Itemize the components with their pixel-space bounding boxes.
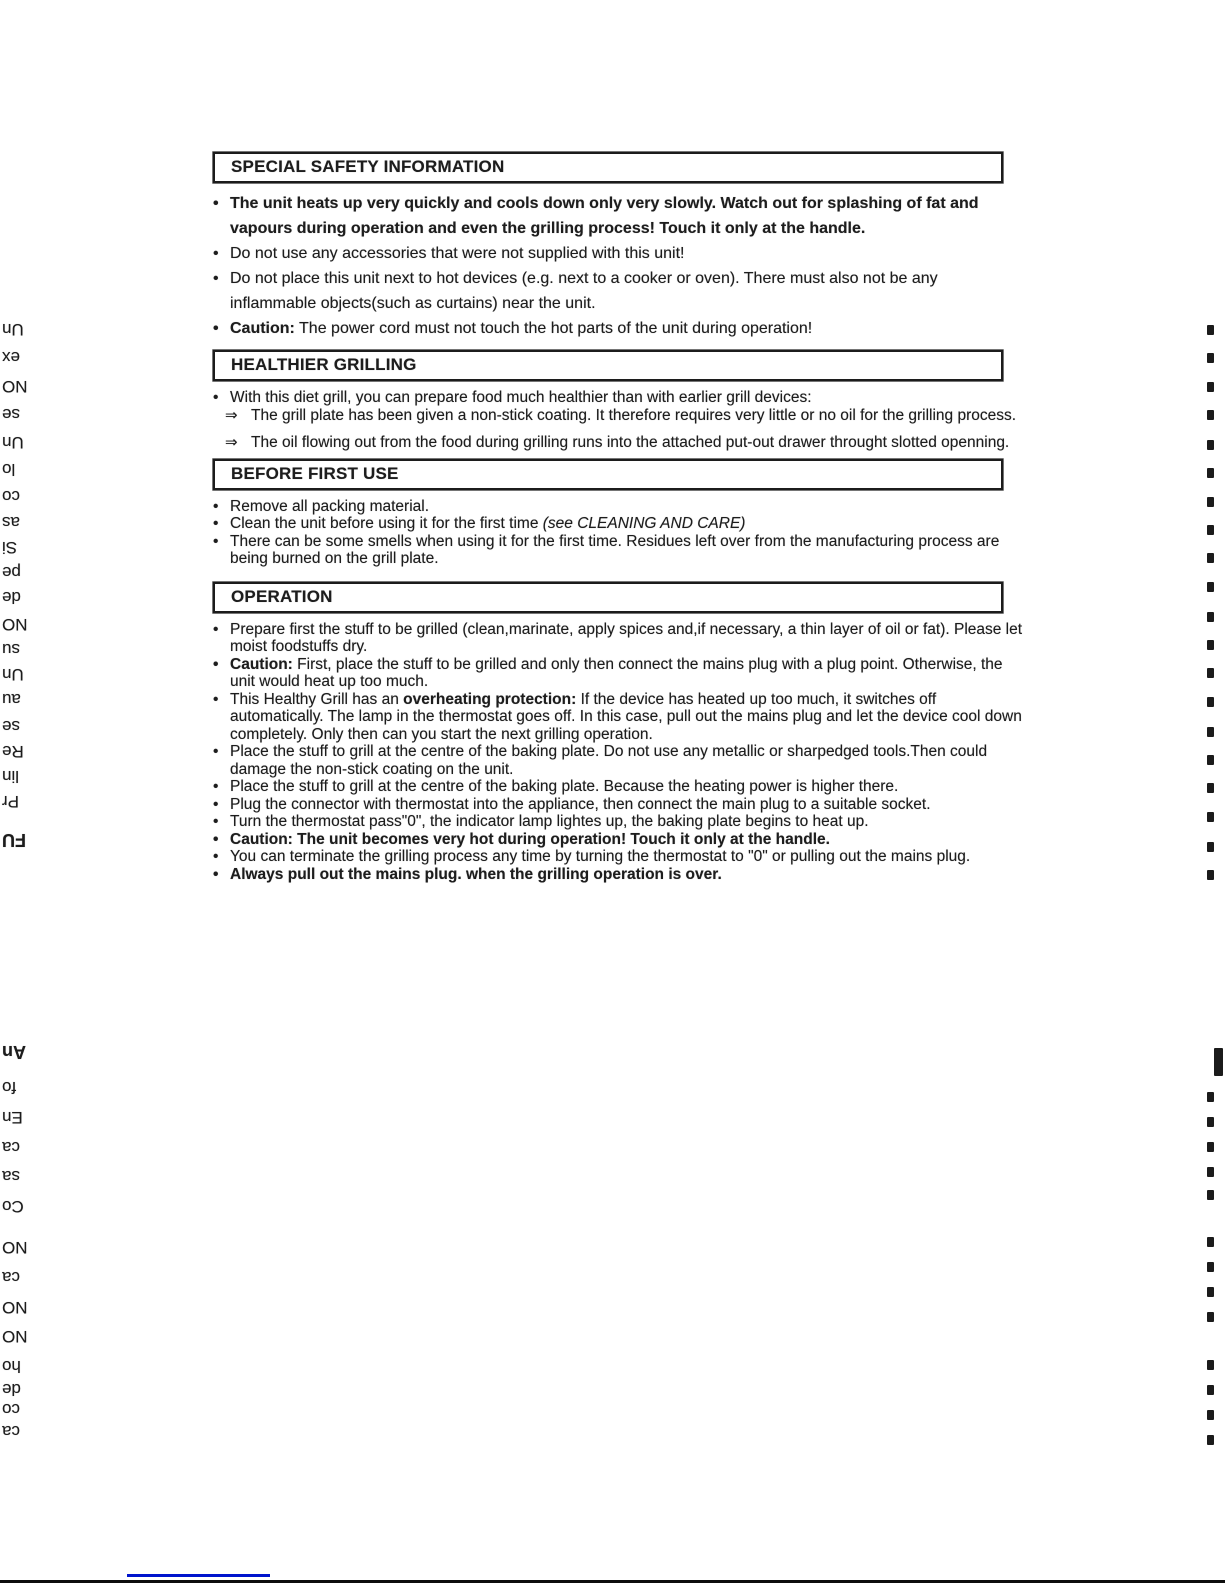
text-segment: Do not use any accessories that were not supplied with this unit! [230,245,685,262]
item-text [230,498,1031,516]
edge-glyph-sliver [1207,382,1214,392]
rotated-text-fragment: NO [2,1298,28,1317]
footer-blue-underline [127,1574,270,1577]
rotated-text-fragment: Un [2,665,24,684]
item-text [230,266,995,316]
rotated-text-fragment: An [2,1042,26,1062]
bullet-icon: • [213,245,219,262]
edge-glyph-sliver [1207,727,1214,737]
item-text [230,796,1031,814]
bullet-icon: • [213,778,219,795]
text-segment: (see CLEANING AND CARE) [542,515,746,532]
rotated-text-fragment: pe [2,563,21,582]
rotated-text-fragment: lo [2,460,16,479]
edge-glyph-sliver [1207,640,1214,650]
item-text [230,316,995,341]
rotated-text-fragment: se [2,717,20,736]
rotated-text-fragment: Re [2,742,24,761]
text-segment: First, place the stuff to be grilled and only then connect the mains plug with a plug point. Otherwise, the unit would heat up too much. [230,655,1003,690]
rotated-text-fragment: Co [2,1197,24,1216]
edge-glyph-sliver [1207,1410,1214,1420]
edge-glyph-sliver [1207,1360,1214,1370]
text-segment: Place the stuff to grill at the centre of the baking plate. Do not use any metallic or sharpedged tools.Then could damage the non-stick coating on the unit. [230,743,988,778]
bullet-icon: • [213,813,219,830]
edge-glyph-sliver [1207,1167,1214,1177]
section-header [213,152,1003,183]
bullet-icon: • [213,270,219,287]
edge-glyph-sliver [1207,325,1214,335]
section-header [213,582,1003,613]
item-text [230,831,1031,849]
bullet-icon: • [213,620,219,638]
rotated-text-fragment: ca [2,1268,20,1287]
text-segment: The oil flowing out from the food during grilling runs into the attached put-out drawer throught slotted openning. [251,434,1010,451]
rotated-text-fragment: ex [2,348,20,367]
item-text [251,434,1031,452]
rotated-text-fragment: ho [2,1357,21,1376]
text-segment: The power cord must not touch the hot parts of the unit during operation! [294,320,813,337]
rotated-text-fragment: as [2,513,20,532]
rotated-text-fragment: su [2,640,20,659]
text-segment: Remove all packing material. [230,497,430,515]
rotated-text-fragment: Pr [2,792,19,811]
section-items [213,191,995,341]
edge-glyph-sliver [1207,1117,1214,1127]
bullet-item [213,778,1031,796]
edge-glyph-sliver [1207,870,1214,880]
item-text [230,656,1031,691]
item-text [230,533,1031,568]
item-text [251,407,1031,425]
rotated-text-fragment: NO [2,615,28,634]
text-segment: With this diet grill, you can prepare food much healthier than with earlier grill devices: [230,389,812,406]
item-text [230,848,1031,866]
edge-glyph-sliver [1207,842,1214,852]
text-segment: Caution: [230,655,293,673]
double-arrow-icon: ⇒ [225,406,238,424]
section-before-first-use [213,459,1037,568]
rotated-text-fragment: Si [2,538,18,557]
edge-glyph-sliver [1207,440,1214,450]
section-title: HEALTHIER GRILLING [231,355,417,374]
edge-glyph-sliver [1207,1092,1214,1102]
bullet-icon: • [213,865,219,883]
text-segment: The grill plate has been given a non-stick coating. It therefore requires very little or no oil for the grilling process. [251,406,1017,424]
bullet-item [213,831,1031,849]
edge-glyph-sliver [1207,497,1214,507]
rotated-text-fragment: NO [2,1327,28,1346]
bullet-icon: • [213,655,219,673]
item-text [230,813,1031,831]
double-arrow-icon: ⇒ [225,434,238,451]
arrow-item [225,434,1031,452]
edge-glyph-sliver [1207,553,1214,563]
bullet-item [213,316,995,341]
manual-sections [213,152,1037,883]
edge-glyph-sliver [1207,812,1214,822]
section-operation [213,582,1037,884]
section-healthier-grilling [213,350,1037,452]
bullet-icon: • [213,690,219,708]
bullet-icon: • [213,532,219,550]
edge-glyph-sliver [1207,1385,1214,1395]
rotated-text-fragment: Un [2,320,24,339]
edge-glyph-sliver [1207,353,1214,363]
edge-glyph-sliver [1207,1262,1214,1272]
edge-glyph-sliver [1207,755,1214,765]
bullet-item [213,866,1031,884]
rotated-text-fragment: co [2,487,20,506]
bullet-icon: • [213,320,219,337]
rotated-text-fragment: de [2,588,21,607]
section-title: BEFORE FIRST USE [231,463,399,483]
text-segment: Place the stuff to grill at the centre of the baking plate. Because the heating power is higher there. [230,778,899,795]
bullet-item [213,691,1031,744]
bullet-icon: • [213,743,219,760]
rotated-text-fragment: se [2,405,20,424]
rotated-text-fragment: FU [2,830,26,850]
rotated-text-fragment: En [2,1108,23,1127]
section-items [213,498,1031,568]
edge-glyph-sliver [1207,410,1214,420]
bullet-item [213,813,1031,831]
section-header [213,350,1003,381]
item-text [230,515,1031,533]
edge-glyph-sliver [1207,1142,1214,1152]
arrow-item [225,407,1031,425]
bullet-item [213,796,1031,814]
edge-glyph-sliver [1207,668,1214,678]
text-segment: This Healthy Grill has an [230,690,404,708]
bullet-icon: • [213,830,219,848]
bullet-item [213,241,995,266]
text-segment: Caution: [230,320,295,337]
rotated-text-fragment: au [2,690,21,709]
text-segment: Plug the connector with thermostat into the appliance, then connect the main plug to a suitable socket. [230,795,931,813]
bullet-item [213,389,1031,407]
text-segment: Prepare first the stuff to be grilled (clean,marinate, apply spices and,if necessary, a thin layer of oil or fat). Please let moist foodstuffs dry. [230,620,1023,655]
bullet-item [213,743,1031,778]
edge-glyph-sliver [1207,1312,1214,1322]
section-title: SPECIAL SAFETY INFORMATION [231,157,505,176]
bullet-item [213,498,1031,516]
rotated-text-fragment: de [2,1380,21,1399]
item-text [230,866,1031,884]
item-text [230,743,1031,778]
text-segment: If the device has heated up too much, it switches off automatically. The lamp in the thermostat goes off. In this case, pull out the mains plug and let the device cool down completely. Only then can you start the next grilling operation. [230,690,1022,743]
edge-glyph-sliver [1207,468,1214,478]
bullet-icon: • [213,195,219,212]
text-segment: You can terminate the grilling process any time by turning the thermostat to "0" or pulling out the mains plug. [230,848,971,865]
edge-glyph-sliver [1207,1287,1214,1297]
rotated-text-fragment: NO [2,377,28,396]
text-segment: Clean the unit before using it for the first time [230,515,543,532]
bullet-item [213,533,1031,568]
edge-glyph-sliver [1207,1190,1214,1200]
rotated-text-fragment: ca [2,1422,20,1441]
rotated-text-fragment: NO [2,1238,28,1257]
edge-glyph-sliver [1207,582,1214,592]
edge-glyph-sliver [1207,612,1214,622]
rotated-text-fragment: fo [2,1078,17,1097]
bullet-icon: • [213,389,219,406]
edge-glyph-sliver [1207,697,1214,707]
text-segment: Caution: The unit becomes very hot during operation! Touch it only at the handle. [230,830,830,848]
section-special-safety-information [213,152,1037,341]
bullet-item [213,656,1031,691]
item-text [230,778,1031,796]
bullet-item [213,621,1031,656]
section-items [213,389,1031,452]
bullet-item [213,191,995,241]
bullet-icon: • [213,515,219,532]
text-segment: There can be some smells when using it for the first time. Residues left over from the manufacturing process are being burned on the grill plate. [230,532,1000,567]
text-segment: overheating protection: [403,690,577,708]
page-bottom-edge-line [0,1580,1225,1583]
text-segment: Do not place this unit next to hot devices (e.g. next to a cooker or oven). There must also not be any inflammable objects(such as curtains) near the unit. [230,270,938,312]
bullet-item [213,515,1031,533]
rotated-text-fragment: co [2,1400,20,1419]
item-text [230,389,1031,407]
item-text [230,691,1031,744]
bullet-item [213,848,1031,866]
edge-glyph-sliver [1207,783,1214,793]
text-segment: Always pull out the mains plug. when the grilling operation is over. [230,865,722,883]
edge-glyph-sliver [1207,1435,1214,1445]
item-text [230,621,1031,656]
item-text [230,191,995,241]
bullet-icon: • [213,848,219,865]
rotated-text-fragment: lin [2,767,20,786]
edge-glyph-sliver [1214,1048,1223,1076]
section-items [213,621,1031,884]
edge-glyph-sliver [1207,1237,1214,1247]
edge-glyph-sliver [1207,525,1214,535]
text-segment: Turn the thermostat pass"0", the indicator lamp lightes up, the baking plate begins to heat up. [230,813,869,830]
rotated-text-fragment: sa [2,1167,20,1186]
section-header [213,459,1003,490]
rotated-text-fragment: ca [2,1138,20,1157]
rotated-text-fragment: Un [2,433,24,452]
bullet-icon: • [213,497,219,515]
bullet-item [213,266,995,316]
text-segment: The unit heats up very quickly and cools down only very slowly. Watch out for splashing of fat and vapours during operation and even the grilling process! Touch it only at the handle. [230,195,979,237]
item-text [230,241,995,266]
bullet-icon: • [213,795,219,813]
section-title: OPERATION [231,586,333,606]
